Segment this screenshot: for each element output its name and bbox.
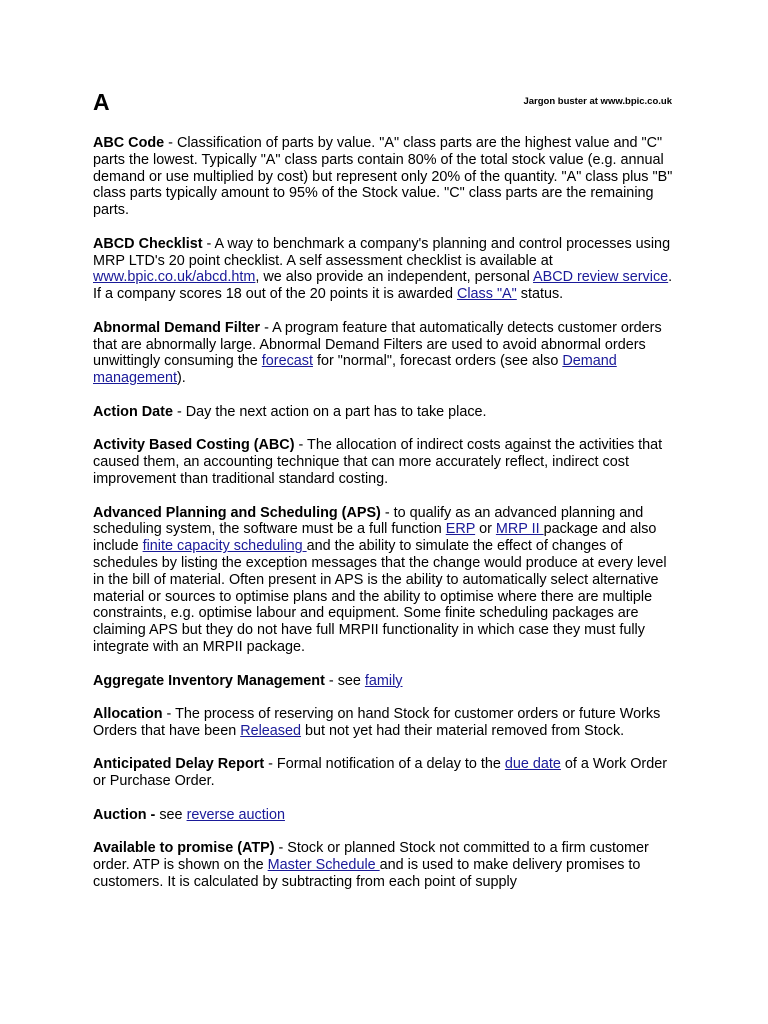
entry-term: Aggregate Inventory Management	[93, 672, 325, 689]
entry-text: . If a company scores 18 out of the 20 points it is awarded	[93, 269, 673, 303]
entry-term: Allocation	[93, 706, 163, 723]
jargon-buster-header: Jargon buster at www.bpic.co.uk	[523, 96, 672, 107]
glossary-entry	[93, 236, 679, 303]
glossary-entry	[93, 437, 679, 487]
entry-text: see	[155, 806, 187, 823]
entry-text: , we also provide an independent, personal	[255, 269, 533, 286]
entry-text: - see	[324, 672, 365, 689]
glossary-entry	[93, 706, 679, 740]
entry-term: Advanced Planning and Scheduling (APS)	[93, 504, 381, 521]
entry-term: Activity Based Costing (ABC)	[93, 437, 295, 454]
glossary-entry	[93, 807, 679, 824]
glossary-link[interactable]: reverse auction	[186, 806, 285, 823]
glossary-link[interactable]: forecast	[261, 353, 313, 370]
glossary-entry	[93, 320, 679, 387]
entry-text: status.	[516, 286, 564, 303]
glossary-entry	[93, 505, 679, 656]
glossary-link[interactable]: www.bpic.co.uk/abcd.htm	[93, 269, 256, 286]
entry-text: - to qualify as an advanced planning and scheduling system, the software must be a full function	[93, 504, 644, 538]
glossary-entries	[93, 135, 679, 908]
entry-text: - The allocation of indirect costs against the activities that caused them, an accounting technique that can more accurately reflect, indirect cost improvement than traditional standard costing.	[93, 437, 663, 487]
entry-text: for "normal", forecast orders (see also	[312, 353, 563, 370]
entry-text: ).	[177, 370, 186, 387]
glossary-link[interactable]: Master Schedule	[267, 857, 380, 874]
glossary-entry	[93, 756, 679, 790]
glossary-entry	[93, 840, 679, 890]
entry-text: - Classification of parts by value. "A" class parts are the highest value and "C" parts the lowest. Typically "A" class parts contain 80% of the total stock value (e.g. annual demand or use multiplied by cost) but represent only 20% of the quantity. "A" class plus "B" class parts typically amount to 95% of the Stock value. "C" class parts are the remaining parts.	[93, 135, 673, 219]
section-letter: A	[93, 89, 110, 115]
glossary-link[interactable]: Demand management	[93, 353, 617, 387]
entry-term: Action Date	[93, 403, 173, 420]
glossary-link[interactable]: ERP	[445, 521, 476, 538]
glossary-link[interactable]: due date	[504, 756, 561, 773]
glossary-link[interactable]: ABCD review service	[533, 269, 669, 286]
glossary-entry	[93, 135, 679, 219]
entry-text: - A program feature that automatically detects customer orders that are abnormally large. Abnormal Demand Filters are used to avoid abnormal orders unwittingly consuming the	[93, 319, 662, 370]
glossary-link[interactable]: Class "A"	[456, 286, 517, 303]
entry-text: package and also include	[93, 521, 657, 555]
glossary-entry	[93, 673, 679, 690]
entry-text: - Day the next action on a part has to take place.	[172, 403, 487, 420]
glossary-link[interactable]: family	[364, 672, 403, 689]
entry-text: but not yet had their material removed from Stock.	[301, 722, 625, 739]
entry-term: Abnormal Demand Filter	[93, 319, 261, 336]
entry-text: and the ability to simulate the effect of changes of schedules by listing the exception messages that the change would produce at every level in the bill of material. Often present in APS is the ability to automatically select alternative material or sources to optimise plans and the ability to optimise where there are multiple constraints, e.g. optimise labour and equipment. Some finite scheduling packages are claiming APS but they do not have full MRPII functionality in which case they must fully integrate with an MRPII package.	[93, 538, 667, 655]
glossary-link[interactable]: finite capacity scheduling	[142, 538, 307, 555]
entry-text: - Formal notification of a delay to the	[264, 756, 505, 773]
entry-term: Anticipated Delay Report	[93, 756, 265, 773]
entry-text: - Stock or planned Stock not committed to a firm customer order. ATP is shown on the	[93, 840, 649, 874]
entry-term: Auction -	[93, 806, 156, 823]
entry-text: - A way to benchmark a company's planning and control processes using MRP LTD's 20 point checklist. A self assessment checklist is available at	[93, 235, 671, 269]
entry-term: ABCD Checklist	[93, 235, 203, 252]
entry-term: ABC Code	[93, 135, 165, 151]
glossary-link[interactable]: Released	[240, 722, 302, 739]
entry-term: Available to promise (ATP)	[93, 840, 275, 857]
entry-text: or	[475, 521, 496, 538]
glossary-link[interactable]: MRP II	[495, 521, 544, 538]
entry-text: and is used to make delivery promises to customers. It is calculated by subtracting from each point of supply	[93, 857, 641, 891]
glossary-entry	[93, 404, 679, 421]
entry-text: of a Work Order or Purchase Order.	[93, 756, 668, 790]
entry-text: - The process of reserving on hand Stock for customer orders or future Works Orders that have been	[93, 706, 661, 739]
